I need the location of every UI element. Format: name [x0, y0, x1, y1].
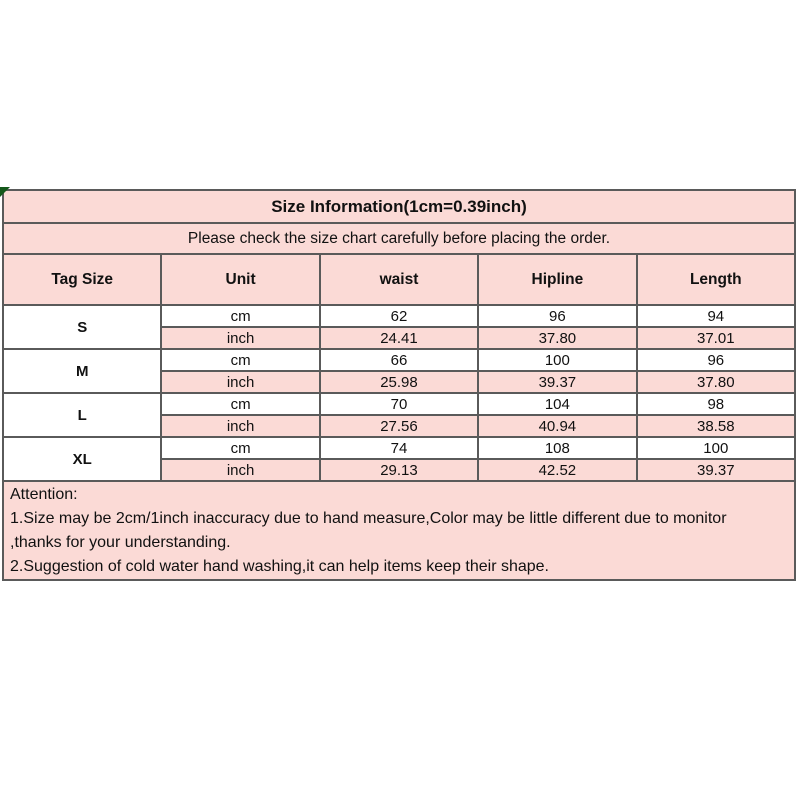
table-row-m-cm — [3, 349, 795, 371]
tag-size-s: S — [3, 305, 161, 349]
unit-label: inch — [161, 459, 319, 481]
unit-label: inch — [161, 371, 319, 393]
value-xl-hipline-inch: 42.52 — [478, 459, 636, 481]
attention-note-2: 2.Suggestion of cold water hand washing,it can help items keep their shape. — [10, 558, 549, 575]
value-xl-hipline-cm: 108 — [478, 437, 636, 459]
value-m-waist-inch: 25.98 — [320, 371, 478, 393]
attention-note-1: 1.Size may be 2cm/1inch inaccuracy due to hand measure,Color may be little different due to monitor — [10, 510, 727, 527]
value-s-waist-cm: 62 — [320, 305, 478, 327]
size-chart-table — [2, 189, 796, 581]
unit-label: cm — [161, 393, 319, 415]
tag-size-m: M — [3, 349, 161, 393]
value-s-hipline-inch: 37.80 — [478, 327, 636, 349]
corner-artifact — [0, 187, 10, 197]
value-l-hipline-cm: 104 — [478, 393, 636, 415]
column-header-tag-size: Tag Size — [3, 254, 161, 305]
page-title: Size Information(1cm=0.39inch) — [3, 190, 795, 223]
value-m-length-cm: 96 — [637, 349, 795, 371]
tag-size-xl: XL — [3, 437, 161, 481]
unit-label: cm — [161, 437, 319, 459]
value-s-hipline-cm: 96 — [478, 305, 636, 327]
value-xl-length-inch: 39.37 — [637, 459, 795, 481]
value-m-length-inch: 37.80 — [637, 371, 795, 393]
title-row — [3, 190, 795, 223]
value-l-length-inch: 38.58 — [637, 415, 795, 437]
subtitle-row — [3, 223, 795, 254]
value-l-waist-cm: 70 — [320, 393, 478, 415]
column-header-unit: Unit — [161, 254, 319, 305]
value-xl-waist-cm: 74 — [320, 437, 478, 459]
value-l-hipline-inch: 40.94 — [478, 415, 636, 437]
value-s-length-inch: 37.01 — [637, 327, 795, 349]
column-header-hipline: Hipline — [478, 254, 636, 305]
column-header-length: Length — [637, 254, 795, 305]
table-row-xl-cm — [3, 437, 795, 459]
value-m-waist-cm: 66 — [320, 349, 478, 371]
unit-label: inch — [161, 327, 319, 349]
attention-block — [3, 481, 795, 580]
attention-heading: Attention: — [10, 486, 78, 503]
table-row-s-cm — [3, 305, 795, 327]
column-header-waist: waist — [320, 254, 478, 305]
value-xl-length-cm: 100 — [637, 437, 795, 459]
unit-label: cm — [161, 349, 319, 371]
value-l-length-cm: 98 — [637, 393, 795, 415]
value-l-waist-inch: 27.56 — [320, 415, 478, 437]
value-m-hipline-cm: 100 — [478, 349, 636, 371]
unit-label: cm — [161, 305, 319, 327]
value-m-hipline-inch: 39.37 — [478, 371, 636, 393]
column-header-row — [3, 254, 795, 305]
tag-size-l: L — [3, 393, 161, 437]
attention-row — [3, 481, 795, 580]
value-s-waist-inch: 24.41 — [320, 327, 478, 349]
value-xl-waist-inch: 29.13 — [320, 459, 478, 481]
value-s-length-cm: 94 — [637, 305, 795, 327]
attention-note-1-cont: ,thanks for your understanding. — [10, 534, 231, 551]
table-row-l-cm — [3, 393, 795, 415]
subtitle-text: Please check the size chart carefully before placing the order. — [3, 223, 795, 254]
unit-label: inch — [161, 415, 319, 437]
